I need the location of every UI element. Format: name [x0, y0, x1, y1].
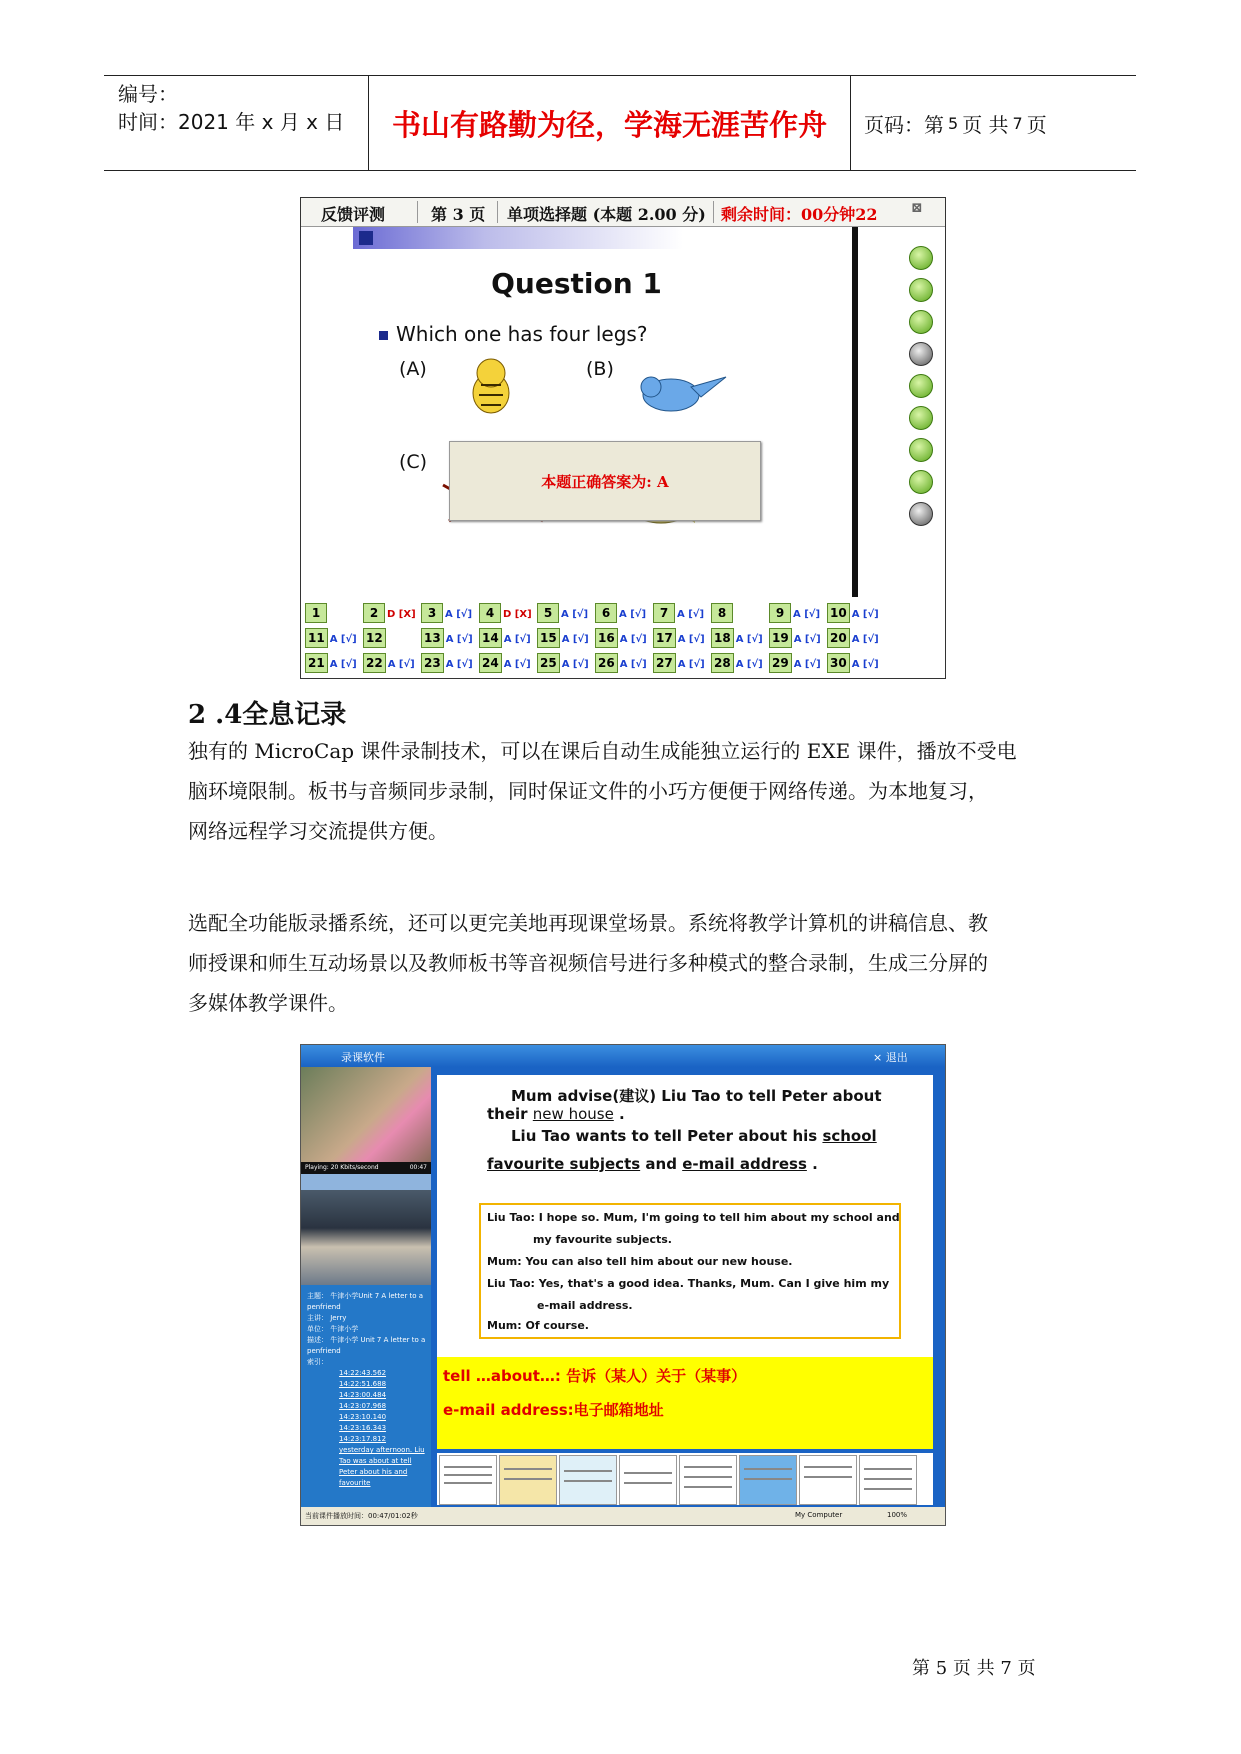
- dialogue-line: Liu Tao: I hope so. Mum, I'm going to tell him about my school and: [487, 1211, 900, 1224]
- number-label: 编号：: [118, 82, 178, 106]
- slide-thumbnail[interactable]: [739, 1455, 797, 1505]
- question-number[interactable]: 21: [305, 653, 328, 673]
- question-cell[interactable]: [363, 628, 388, 648]
- question-number[interactable]: 22: [363, 653, 386, 673]
- dialogue-box: [479, 1203, 901, 1339]
- page-mid: 页 共: [962, 112, 1009, 137]
- question-number[interactable]: 29: [769, 653, 792, 673]
- question-cell[interactable]: [711, 653, 763, 673]
- paragraph-line: 网络远程学习交流提供方便。: [188, 819, 448, 843]
- question-cell[interactable]: [421, 653, 473, 673]
- paragraph-line: 多媒体教学课件。: [188, 991, 348, 1015]
- quiz-toolbar: [301, 198, 945, 227]
- header-page-info: [864, 76, 1047, 170]
- toolbar-divider: [497, 201, 498, 223]
- question-answer: A [√]: [793, 659, 821, 670]
- question-number[interactable]: 14: [479, 628, 502, 648]
- question-answer: A [√]: [851, 634, 879, 645]
- slide-line: [487, 1155, 818, 1173]
- question-number[interactable]: 9: [769, 603, 791, 623]
- question-cell[interactable]: [537, 653, 589, 673]
- vocabulary-panel: [437, 1357, 933, 1449]
- question-number[interactable]: 28: [711, 653, 734, 673]
- vocab-line: e-mail address:电子邮箱地址: [443, 1401, 664, 1419]
- slide-thumbnail[interactable]: [679, 1455, 737, 1505]
- question-cell[interactable]: [305, 603, 329, 623]
- question-cell[interactable]: [595, 628, 647, 648]
- page-prefix: 页码：第: [864, 112, 944, 137]
- recorder-left-panel: [301, 1067, 431, 1507]
- question-number[interactable]: 18: [711, 628, 734, 648]
- question-answer: A [√]: [561, 609, 589, 620]
- side-toolbar: [909, 246, 933, 534]
- question-number[interactable]: 10: [827, 603, 850, 623]
- slide-line: [487, 1105, 625, 1123]
- question-cell[interactable]: [305, 628, 357, 648]
- document-icon[interactable]: [909, 374, 933, 398]
- question-answer: A [√]: [329, 659, 357, 670]
- question-cell[interactable]: [827, 653, 879, 673]
- paragraph-line: 师授课和师生互动场景以及教师板书等音视频信号进行多种模式的整合录制，生成三分屏的: [188, 951, 988, 975]
- player-bitrate: Playing: 20 Kbits/second: [305, 1164, 379, 1171]
- slide-thumbnail[interactable]: [799, 1455, 857, 1505]
- line-chart-icon[interactable]: [909, 438, 933, 462]
- question-number[interactable]: 13: [421, 628, 444, 648]
- question-answer: A [√]: [677, 609, 705, 620]
- question-number[interactable]: 1: [305, 603, 327, 623]
- slide-answer: e-mail address: [682, 1155, 807, 1173]
- question-cell[interactable]: [537, 603, 588, 623]
- paragraph-line: 独有的 MicroCap 课件录制技术，可以在课后自动生成能独立运行的 EXE 课件，播放不受电: [188, 739, 1017, 763]
- play-icon[interactable]: [909, 342, 933, 366]
- question-cell[interactable]: [711, 628, 763, 648]
- playback-time: 当前课件播放时间：00:47/01:02秒: [305, 1512, 418, 1520]
- vocab-line: tell …about…: 告诉（某人）关于（某事）: [443, 1367, 747, 1385]
- bar-chart-icon[interactable]: [909, 406, 933, 430]
- teacher-video: [301, 1067, 431, 1162]
- question-cell[interactable]: [769, 628, 821, 648]
- down-arrow-icon[interactable]: [909, 278, 933, 302]
- question-number[interactable]: 7: [653, 603, 675, 623]
- close-icon[interactable]: ⊠: [911, 200, 923, 216]
- question-answer: A [√]: [329, 634, 357, 645]
- question-cell[interactable]: [421, 603, 472, 623]
- question-cell[interactable]: [769, 603, 820, 623]
- question-cell[interactable]: [595, 653, 647, 673]
- bird-image: [631, 367, 731, 417]
- question-answer: D [X]: [387, 609, 416, 620]
- question-number[interactable]: 8: [711, 603, 733, 623]
- timestamp-link[interactable]: 14:23:17.812: [339, 1435, 387, 1443]
- option-a-label[interactable]: (A): [399, 358, 427, 380]
- toolbar-divider: [713, 201, 714, 223]
- question-number[interactable]: 27: [653, 653, 676, 673]
- question-answer: A [√]: [735, 634, 763, 645]
- question-answer: A [√]: [619, 609, 647, 620]
- quiz-screenshot: [300, 197, 946, 679]
- tiger-image: [461, 355, 521, 415]
- player-controls[interactable]: [301, 1174, 431, 1190]
- timestamp-link[interactable]: 14:23:00.484: [339, 1391, 387, 1399]
- question-cell[interactable]: [769, 653, 821, 673]
- paragraph-1: [188, 731, 1068, 851]
- dialogue-line: Liu Tao: Yes, that's a good idea. Thanks, Mum. Can I give him my: [487, 1277, 890, 1290]
- status-zoom: 100%: [887, 1511, 908, 1519]
- slide-thumbnail[interactable]: [619, 1455, 677, 1505]
- lesson-description: 描述： 牛津小学 Unit 7 A letter to a penfriend: [307, 1336, 426, 1355]
- dialogue-line: e-mail address.: [537, 1299, 633, 1312]
- slide-text: .: [812, 1155, 818, 1173]
- recorder-titlebar: [301, 1045, 945, 1067]
- lesson-topic: 主题： 牛津小学Unit 7 A letter to a penfriend: [307, 1292, 424, 1311]
- question-cell[interactable]: [653, 603, 704, 623]
- quiz-mode: 反馈评测: [321, 205, 386, 224]
- quiz-remaining-time: 剩余时间：00分钟22: [721, 205, 878, 224]
- question-number[interactable]: 15: [537, 628, 560, 648]
- slide-answer: new house: [532, 1105, 614, 1123]
- answer-grid: [301, 599, 945, 678]
- question-cell[interactable]: [537, 628, 589, 648]
- question-cell[interactable]: [653, 628, 705, 648]
- slide-text: Liu Tao wants to tell Peter about his: [511, 1127, 818, 1145]
- question-number[interactable]: 25: [537, 653, 560, 673]
- question-answer: A [√]: [851, 609, 879, 620]
- lesson-slide: [437, 1075, 933, 1357]
- option-b-label[interactable]: (B): [586, 358, 614, 380]
- slide-thumbnail[interactable]: [859, 1455, 917, 1505]
- question-answer: A [√]: [619, 634, 647, 645]
- index-text-link[interactable]: yesterday afternoon. Liu Tao was about at tell Peter about his and favourite: [339, 1446, 425, 1487]
- question-answer: A [√]: [677, 634, 705, 645]
- question-cell[interactable]: [363, 653, 415, 673]
- question-answer: A [√]: [677, 659, 705, 670]
- exit-button[interactable]: × 退出: [873, 1051, 908, 1064]
- question-cell[interactable]: [827, 628, 879, 648]
- question-slide: [301, 227, 852, 595]
- comment-icon[interactable]: [909, 470, 933, 494]
- question-cell[interactable]: [479, 603, 532, 623]
- question-number[interactable]: 24: [479, 653, 502, 673]
- slide-text: their: [487, 1105, 528, 1123]
- slide-text: .: [619, 1105, 625, 1123]
- question-cell[interactable]: [421, 628, 473, 648]
- question-number[interactable]: 30: [827, 653, 850, 673]
- slide-line: Mum advise(建议) Liu Tao to tell Peter about: [511, 1087, 882, 1105]
- question-number[interactable]: 3: [421, 603, 443, 623]
- question-number[interactable]: 19: [769, 628, 792, 648]
- question-cell[interactable]: [479, 628, 531, 648]
- slide-answer: favourite subjects: [487, 1155, 641, 1173]
- recorder-title: 录课软件: [341, 1051, 385, 1064]
- question-title: Question 1: [491, 267, 662, 300]
- recording-screenshot: [300, 1044, 946, 1526]
- option-c-label[interactable]: (C): [399, 451, 428, 473]
- header-left: [118, 80, 344, 136]
- page-header: [104, 75, 1136, 171]
- dialogue-line: my favourite subjects.: [533, 1233, 672, 1246]
- timestamp-link[interactable]: 14:22:43.562: [339, 1369, 387, 1377]
- question-answer: A [√]: [561, 659, 589, 670]
- paragraph-line: 选配全功能版录播系统，还可以更完美地再现课堂场景。系统将教学计算机的讲稿信息、教: [188, 911, 988, 935]
- question-number[interactable]: 11: [305, 628, 328, 648]
- question-answer: A [√]: [503, 634, 531, 645]
- question-answer: D [X]: [503, 609, 532, 620]
- question-answer: A [√]: [735, 659, 763, 670]
- question-number[interactable]: 17: [653, 628, 676, 648]
- question-cell[interactable]: [827, 603, 879, 623]
- question-answer: A [√]: [793, 634, 821, 645]
- status-computer: My Computer: [795, 1511, 843, 1519]
- question-answer: A [√]: [503, 659, 531, 670]
- pause-icon[interactable]: [909, 310, 933, 334]
- slide-thumbnail[interactable]: [439, 1455, 497, 1505]
- question-answer: A [√]: [619, 659, 647, 670]
- page-suffix: 页: [1026, 112, 1047, 137]
- header-divider: [850, 76, 851, 170]
- slide-answer: school: [822, 1127, 877, 1145]
- question-answer: A [√]: [445, 609, 473, 620]
- quiz-type: 单项选择题 (本题 2.00 分): [507, 205, 706, 224]
- slide-divider: [852, 227, 858, 597]
- page-footer: 第 5 页 共 7 页: [912, 1658, 1036, 1679]
- question-number[interactable]: 2: [363, 603, 385, 623]
- question-number[interactable]: 12: [363, 628, 386, 648]
- question-number[interactable]: 26: [595, 653, 618, 673]
- lesson-info: [307, 1291, 427, 1489]
- question-number[interactable]: 16: [595, 628, 618, 648]
- recorder-statusbar: [301, 1507, 945, 1525]
- page-total: 7: [1012, 113, 1023, 133]
- question-cell[interactable]: [653, 653, 705, 673]
- question-number[interactable]: 20: [827, 628, 850, 648]
- quiz-page: 第 3 页: [431, 205, 486, 224]
- question-answer: A [√]: [851, 659, 879, 670]
- slide-thumbnail[interactable]: [559, 1455, 617, 1505]
- question-answer: A [√]: [561, 634, 589, 645]
- timestamp-link[interactable]: 14:23:10.140: [339, 1413, 387, 1421]
- question-cell[interactable]: [711, 603, 735, 623]
- question-number[interactable]: 23: [421, 653, 444, 673]
- lesson-unit: 单位： 牛津小学: [307, 1325, 359, 1333]
- player-time: 00:47: [409, 1164, 427, 1171]
- timestamp-link[interactable]: 14:23:07.968: [339, 1402, 387, 1410]
- question-text-label: Which one has four legs?: [396, 322, 648, 346]
- question-answer: A [√]: [445, 634, 473, 645]
- section-heading: 2 .4全息记录: [188, 700, 347, 730]
- question-cell[interactable]: [595, 603, 646, 623]
- question-cell[interactable]: [363, 603, 416, 623]
- paragraph-line: 脑环境限制。板书与音频同步录制，同时保证文件的小巧方便便于网络传递。为本地复习，: [188, 779, 988, 803]
- question-cell[interactable]: [305, 653, 357, 673]
- recorder-main-panel: [431, 1067, 945, 1507]
- slide-text: and: [645, 1155, 677, 1173]
- page-number: 5: [948, 113, 959, 133]
- slide-thumbnails: [437, 1453, 933, 1505]
- question-answer: A [√]: [445, 659, 473, 670]
- slide-decoration: [353, 227, 683, 249]
- lesson-teacher: 主讲： Jerry: [307, 1314, 347, 1322]
- slide-line: [511, 1127, 877, 1145]
- header-motto: 书山有路勤为径，学海无涯苦作舟: [391, 107, 827, 142]
- paragraph-2: [188, 903, 1068, 1023]
- lightbulb-icon[interactable]: [909, 502, 933, 526]
- player-status: [301, 1162, 431, 1174]
- question-cell[interactable]: [479, 653, 531, 673]
- question-number[interactable]: 4: [479, 603, 501, 623]
- question-number[interactable]: 5: [537, 603, 559, 623]
- question-number[interactable]: 6: [595, 603, 617, 623]
- classroom-video: [301, 1190, 431, 1285]
- slide-thumbnail[interactable]: [499, 1455, 557, 1505]
- timestamp-link[interactable]: 14:22:51.688: [339, 1380, 387, 1388]
- timestamp-list: [307, 1368, 427, 1445]
- lesson-index-label: 索引：: [307, 1358, 328, 1366]
- answer-popup: 本题正确答案为: A: [449, 441, 761, 521]
- up-arrow-icon[interactable]: [909, 246, 933, 270]
- question-answer: A [√]: [387, 659, 415, 670]
- question-answer: A [√]: [793, 609, 821, 620]
- question-text: [379, 322, 647, 346]
- time-label: 时间：2021 年 x 月 x 日: [118, 110, 345, 134]
- toolbar-divider: [417, 201, 418, 223]
- dialogue-line: Mum: You can also tell him about our new house.: [487, 1255, 793, 1268]
- dialogue-line: Mum: Of course.: [487, 1319, 589, 1332]
- timestamp-link[interactable]: 14:23:16.343: [339, 1424, 387, 1432]
